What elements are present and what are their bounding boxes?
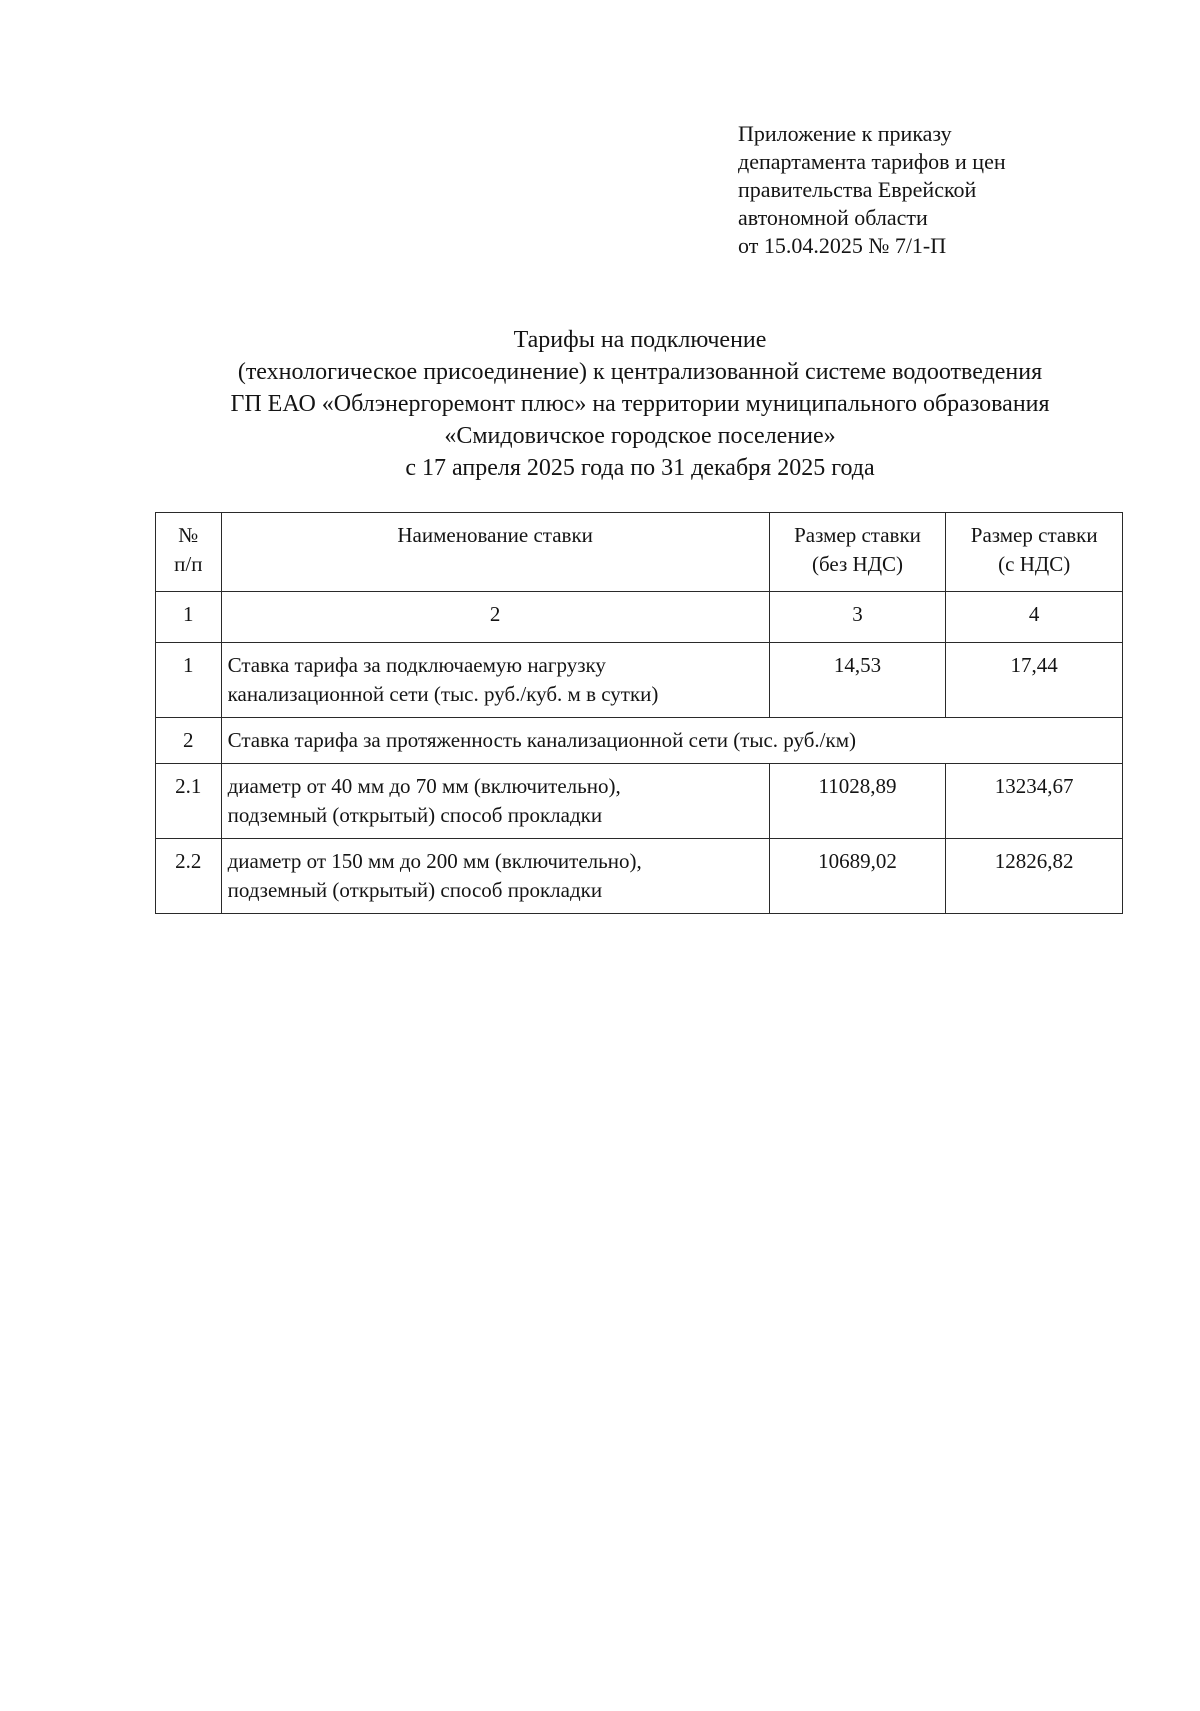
annex-line: правительства Еврейской <box>738 177 977 202</box>
header-rate-vat-note: (с НДС) <box>998 552 1071 576</box>
document-title <box>130 324 1150 484</box>
title-line: Тарифы на подключение <box>513 327 767 353</box>
row-name-line: диаметр от 40 мм до 70 мм (включительно), <box>227 774 621 798</box>
header-name-label: Наименование ставки <box>397 523 593 547</box>
row-number: 1 <box>156 643 222 718</box>
header-rate-vat-label: Размер ставки <box>970 523 1098 547</box>
table-header-row <box>156 513 1123 592</box>
title-period-line: с 17 апреля 2025 года по 31 декабря 2025 года <box>405 455 875 481</box>
rate-vat-value: 13234,67 <box>946 764 1123 839</box>
header-num-symbol: № <box>178 523 199 547</box>
row-name-cell <box>221 839 769 914</box>
header-rate-vat-cell <box>946 513 1123 592</box>
header-rate-no-vat-label: Размер ставки <box>794 523 921 547</box>
rate-no-vat-value: 11028,89 <box>769 764 946 839</box>
row-name-line: диаметр от 150 мм до 200 мм (включительно), <box>227 849 642 873</box>
annex-order-reference: от 15.04.2025 № 7/1-П <box>738 233 947 258</box>
row-name-line: подземный (открытый) способ прокладки <box>227 878 603 902</box>
annex-line: департамента тарифов и цен <box>738 149 1006 174</box>
tariff-table <box>155 512 1123 914</box>
column-index-cell: 3 <box>769 592 946 643</box>
title-line: «Смидовичское городское поселение» <box>444 423 836 449</box>
rate-vat-value: 12826,82 <box>946 839 1123 914</box>
column-index-cell: 2 <box>221 592 769 643</box>
header-rate-no-vat-cell <box>769 513 946 592</box>
table-row <box>156 839 1123 914</box>
rate-no-vat-value: 14,53 <box>769 643 946 718</box>
table-section-row <box>156 718 1123 764</box>
row-name-cell <box>221 764 769 839</box>
row-name-line: канализационной сети (тыс. руб./куб. м в сутки) <box>227 682 659 706</box>
annex-line: автономной области <box>738 205 928 230</box>
header-rate-no-vat-note: (без НДС) <box>812 552 904 576</box>
annex-block <box>738 120 1158 260</box>
rate-no-vat-value: 10689,02 <box>769 839 946 914</box>
section-name: Ставка тарифа за протяженность канализационной сети (тыс. руб./км) <box>221 718 1122 764</box>
rate-vat-value: 17,44 <box>946 643 1123 718</box>
row-name-line: Ставка тарифа за подключаемую нагрузку <box>227 653 606 677</box>
title-line: ГП ЕАО «Облэнергоремонт плюс» на территории муниципального образования <box>230 391 1050 417</box>
header-name-cell <box>221 513 769 592</box>
header-num-label: п/п <box>174 552 203 576</box>
annex-line: Приложение к приказу <box>738 121 952 146</box>
column-index-cell: 1 <box>156 592 222 643</box>
column-index-row <box>156 592 1123 643</box>
title-line: (технологическое присоединение) к централизованной системе водоотведения <box>237 359 1043 385</box>
row-name-cell <box>221 643 769 718</box>
table-row <box>156 643 1123 718</box>
row-number: 2.2 <box>156 839 222 914</box>
column-index-cell: 4 <box>946 592 1123 643</box>
row-number: 2.1 <box>156 764 222 839</box>
row-number: 2 <box>156 718 222 764</box>
table-row <box>156 764 1123 839</box>
row-name-line: подземный (открытый) способ прокладки <box>227 803 603 827</box>
header-num-cell <box>156 513 222 592</box>
